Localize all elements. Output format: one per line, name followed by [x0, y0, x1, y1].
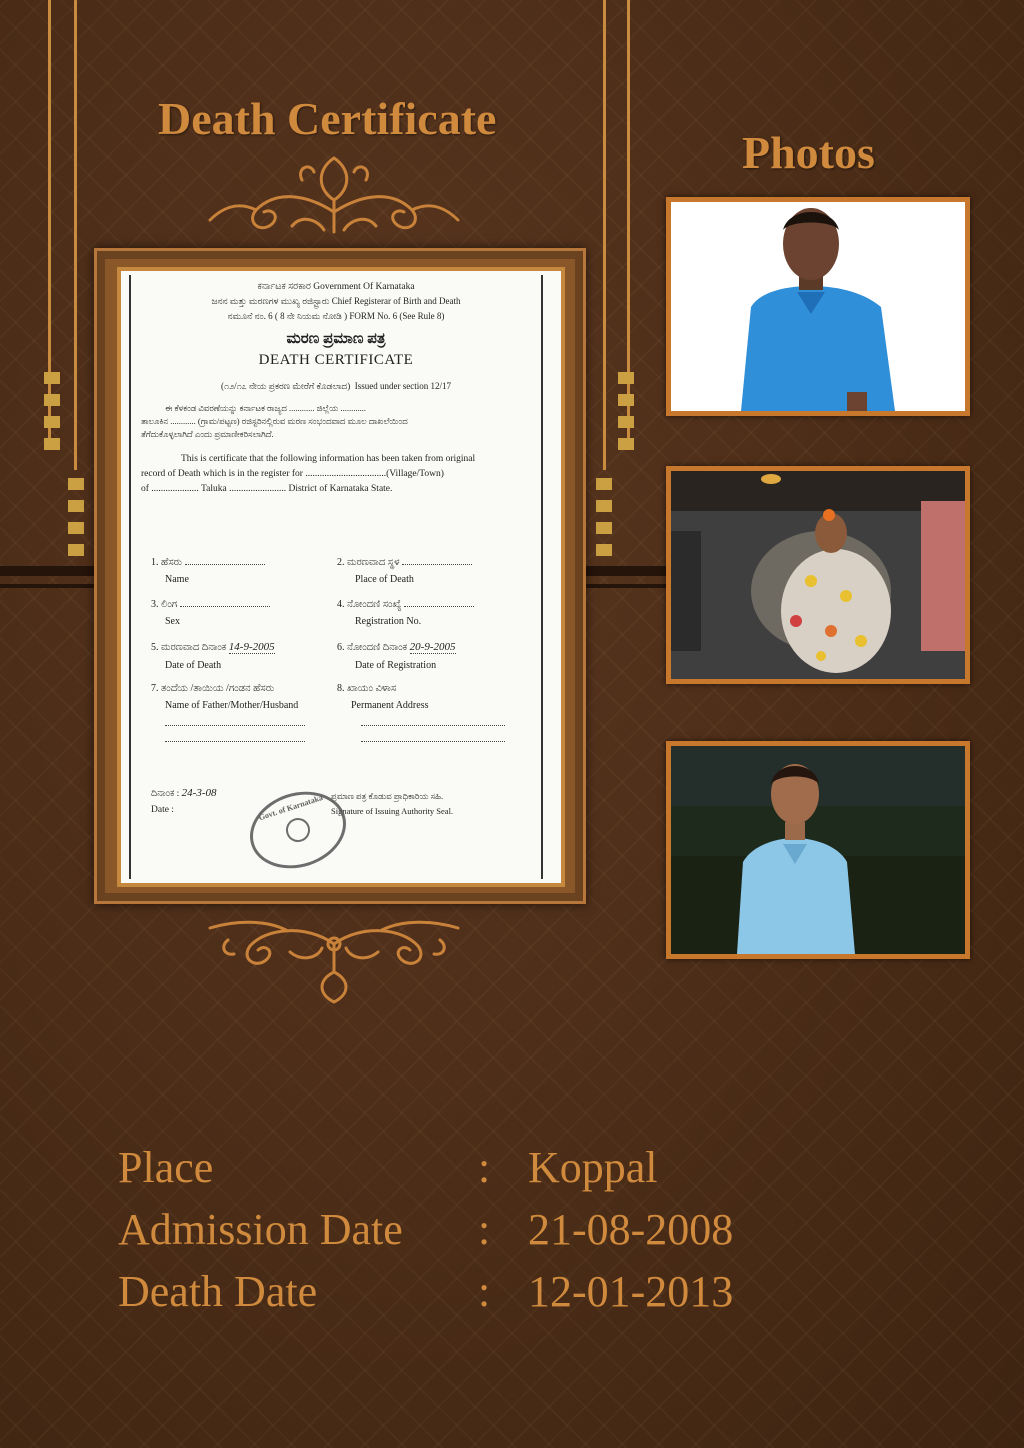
- cert-header-kn-2: ಜನನ ಮತ್ತು ಮರಣಗಳ ಮುಖ್ಯ ರಜಿಸ್ಟ್ರಾರು: [211, 296, 330, 306]
- cert-date-en: Date :: [151, 805, 174, 815]
- cert-en-line-3: of .................... Taluka ........................ District of Karnataka State.: [141, 483, 393, 494]
- photo-boy-night: [666, 741, 970, 959]
- ornament-top-icon: [206, 150, 462, 236]
- cert-header-en-2: Chief Registerar of Birth and Death: [331, 296, 461, 306]
- photo-funeral: [666, 466, 970, 684]
- cert-header-1: [141, 281, 531, 292]
- cert-field-4-kn: 4. ನೋಂದಣಿ ಸಂಖ್ಯೆ: [337, 599, 402, 610]
- cert-seal-text: Govt. of Karnataka: [257, 793, 324, 823]
- info-death-colon: :: [478, 1267, 491, 1316]
- cert-fields: [151, 557, 521, 757]
- info-death-value: 12-01-2013: [528, 1267, 734, 1316]
- cert-field-7: [151, 683, 331, 745]
- decor-line-right-1: [603, 0, 606, 470]
- cert-field-5-kn: 5. ಮರಣವಾದ ದಿನಾಂಕ: [151, 642, 227, 653]
- cert-kn-paragraph: [141, 402, 531, 442]
- certificate-frame: [94, 248, 586, 904]
- cert-date: [151, 787, 216, 815]
- cert-signature-kn: ಪ್ರಮಾಣ ಪತ್ರ ಕೊಡುವ ಪ್ರಾಧಿಕಾರಿಯ ಸಹಿ.: [331, 791, 444, 801]
- cert-kn-line-1: ಈ ಕೆಳಕಂಡ ವಿವರಣೆಯನ್ನು ಕರ್ನಾಟಕ ರಾಜ್ಯದ ............ ಜಿಲ್ಲೆಯ ............: [165, 403, 366, 413]
- cert-field-3: [151, 599, 270, 627]
- cert-field-8: [337, 683, 517, 745]
- page-title: Death Certificate: [158, 93, 497, 144]
- photo-3-image: [671, 746, 965, 954]
- cert-header-en-1: Government Of Karnataka: [313, 282, 415, 292]
- cert-en-paragraph: [141, 452, 531, 498]
- decor-squares-left-2: [68, 478, 84, 566]
- cert-field-7-kn: 7. ತಂದೆಯ /ತಾಯಿಯ /ಗಂಡನ ಹೆಸರು: [151, 683, 275, 694]
- certificate-document: [117, 267, 565, 887]
- cert-signature-en: Signature of Issuing Authority Seal.: [331, 806, 454, 817]
- cert-field-6-kn: 6. ನೋಂದಣಿ ದಿನಾಂಕ: [337, 642, 408, 653]
- photo-boy-blue-shirt: [666, 197, 970, 416]
- cert-field-4-en: Registration No.: [355, 616, 422, 627]
- decor-line-left-2: [74, 0, 77, 470]
- cert-section-kn: (೧೨/೧೭ ನೇಯ ಪ್ರಕರಣ ಮೇರೆಗೆ ಕೊಡಲಾದ): [221, 381, 351, 391]
- cert-header-2: [141, 296, 531, 307]
- cert-date-kn: ದಿನಾಂಕ :: [151, 789, 180, 799]
- cert-field-3-kn: 3. ಲಿಂಗ: [151, 599, 178, 610]
- cert-field-3-en: Sex: [165, 616, 180, 627]
- cert-en-line-2: record of Death which is in the register for ..................................(Village/Town): [141, 468, 444, 479]
- cert-field-6-value: 20-9-2005: [409, 641, 456, 653]
- decor-bar-right-2: [586, 584, 666, 588]
- cert-field-5: [151, 641, 275, 671]
- decor-squares-right-2: [618, 372, 634, 460]
- cert-field-2: [337, 557, 472, 585]
- info-admission-colon: :: [478, 1205, 491, 1254]
- cert-field-1-kn: 1. ಹೆಸರು: [151, 557, 183, 568]
- cert-date-value: 24-3-08: [181, 787, 217, 799]
- cert-field-6-en: Date of Registration: [355, 660, 437, 671]
- cert-header-3: [141, 311, 531, 322]
- cert-section-en: Issued under section 12/17: [354, 381, 451, 391]
- photos-title: Photos: [742, 127, 875, 178]
- cert-field-8-en: Permanent Address: [351, 700, 429, 711]
- cert-kn-line-3: ತೆಗೆದುಕೊಳ್ಳಲಾಗಿದೆ ಎಂದು ಪ್ರಮಾಣೀಕರಿಸಲಾಗಿದೆ.: [141, 429, 274, 440]
- cert-field-5-en: Date of Death: [165, 660, 222, 671]
- cert-section: [141, 381, 531, 392]
- cert-header-kn-1: ಕರ್ನಾಟಕ ಸರಕಾರ: [257, 282, 311, 292]
- info-row-death: [118, 1266, 818, 1322]
- cert-header-kn-3: ನಮೂನೆ ನಂ. 6 ( 8 ನೇ ನಿಯಮ ನೋಡಿ ): [227, 311, 348, 321]
- seal-emblem-icon: [283, 815, 313, 845]
- decor-bar-left-2: [0, 584, 94, 588]
- cert-kn-line-2: ತಾಲೂಕಿನ ............ (ಗ್ರಾಮ/ಪಟ್ಟಣ) ರಜಿಸ್ಟರಿನಲ್ಲಿರುವ ಮರಣ ಸಂಭಂದವಾದ ಮೂಲ ದಾಖಲೆಯಿಂದ: [141, 416, 408, 427]
- cert-field-1-en: Name: [165, 574, 189, 585]
- cert-signature: [331, 789, 453, 820]
- decor-bar-right: [586, 566, 666, 576]
- info-admission-label: Admission Date: [118, 1205, 403, 1254]
- decor-squares-left-1: [44, 372, 60, 460]
- info-admission-value: 21-08-2008: [528, 1205, 734, 1254]
- cert-field-8-kn: 8. ಖಾಯಂ ವಿಳಾಸ: [337, 683, 397, 694]
- info-death-label: Death Date: [118, 1267, 318, 1316]
- cert-field-4: [337, 599, 474, 627]
- decor-squares-right-1: [596, 478, 612, 566]
- info-row-place: [118, 1142, 818, 1198]
- info-place-value: Koppal: [528, 1143, 658, 1192]
- cert-title-en: DEATH CERTIFICATE: [258, 352, 414, 368]
- photo-2-image: [671, 471, 965, 679]
- cert-field-5-value: 14-9-2005: [228, 641, 275, 653]
- cert-title-kn: ಮರಣ ಪ್ರಮಾಣ ಪತ್ರ: [286, 331, 386, 347]
- ornament-bottom-icon: [206, 914, 462, 1004]
- photo-1-image: [671, 202, 965, 411]
- cert-field-6: [337, 641, 456, 671]
- info-row-admission: [118, 1204, 818, 1260]
- cert-header-en-3: FORM No. 6 (See Rule 8): [349, 311, 445, 321]
- cert-field-7-en: Name of Father/Mother/Husband: [165, 700, 299, 711]
- cert-field-1: [151, 557, 265, 585]
- cert-en-line-1: This is certificate that the following information has been taken from original: [181, 453, 476, 464]
- decor-bar-left: [0, 566, 94, 576]
- cert-field-2-en: Place of Death: [355, 574, 414, 585]
- info-place-colon: :: [478, 1143, 491, 1192]
- cert-field-2-kn: 2. ಮರಣವಾದ ಸ್ಥಳ: [337, 557, 400, 568]
- info-place-label: Place: [118, 1143, 214, 1192]
